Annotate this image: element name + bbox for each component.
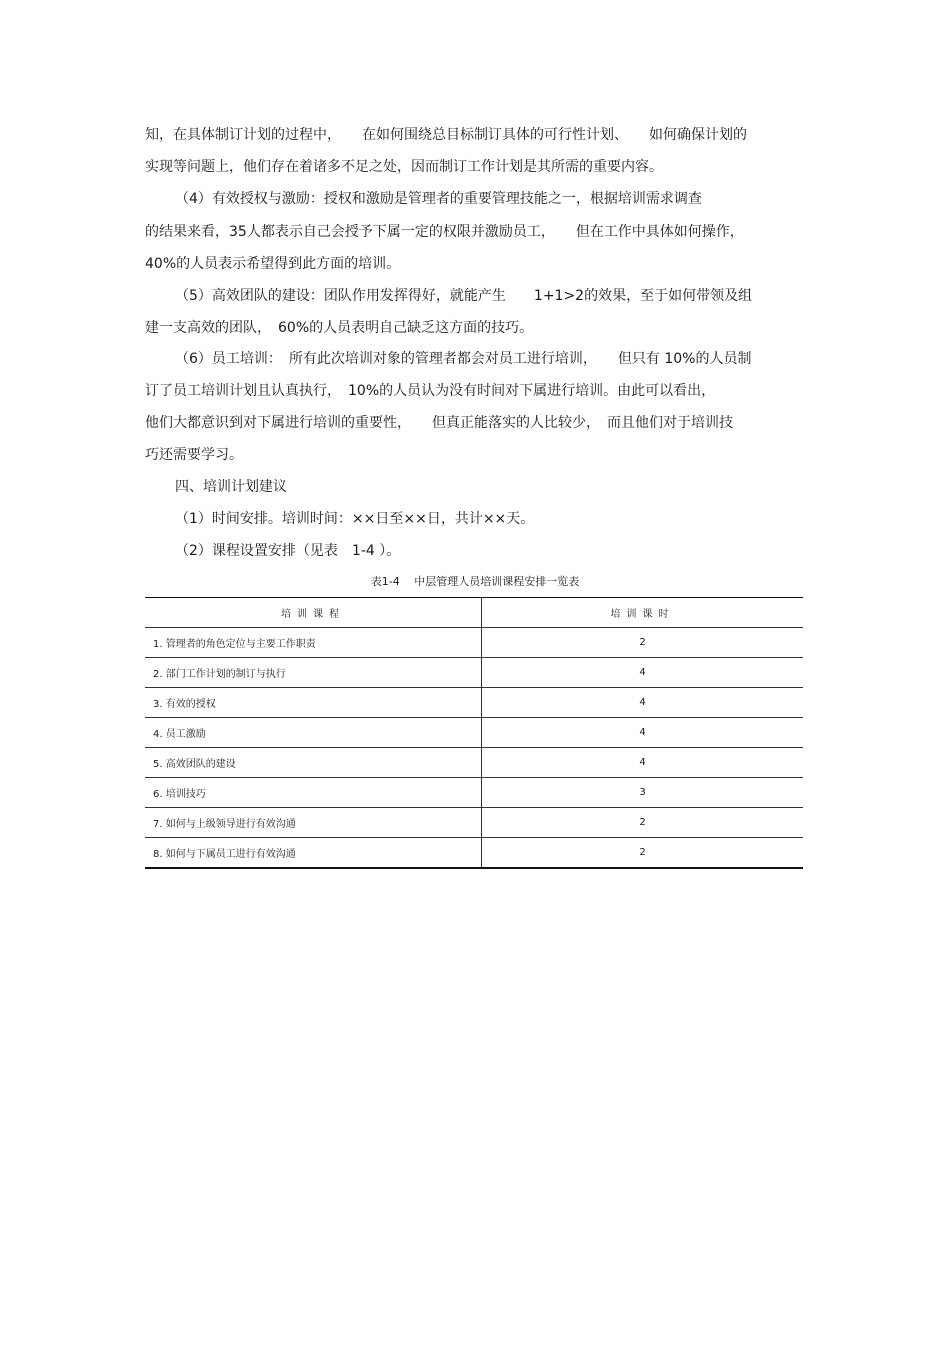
course-name-cell: 5. 高效团队的建设 (145, 748, 482, 778)
course-hours-cell: 2 (482, 628, 804, 658)
paragraph-line: 实现等问题上，他们存在着诸多不足之处，因而制订工作计划是其所需的重要内容。 (145, 159, 663, 175)
course-schedule-table (145, 597, 803, 869)
header-course: 培训课程 (145, 598, 482, 628)
course-name-cell: 8. 如何与下属员工进行有效沟通 (145, 838, 482, 869)
course-name-cell: 7. 如何与上级领导进行有效沟通 (145, 808, 482, 838)
paragraph-line: 他们大都意识到对下属进行培训的重要性， 但真正能落实的人比较少， 而且他们对于培训技 (145, 415, 733, 431)
course-hours-cell: 2 (482, 838, 804, 869)
table-row (145, 778, 803, 808)
paragraph-line: （1）时间安排。培训时间：××日至××日，共计××天。 (175, 511, 535, 527)
table-row (145, 838, 803, 869)
course-name-cell: 1. 管理者的角色定位与主要工作职责 (145, 628, 482, 658)
course-name-cell: 2. 部门工作计划的制订与执行 (145, 658, 482, 688)
course-hours-cell: 4 (482, 688, 804, 718)
course-hours-cell: 4 (482, 658, 804, 688)
table-row (145, 748, 803, 778)
table-row (145, 718, 803, 748)
paragraph-line: 建一支高效的团队， 60%的人员表明自己缺乏这方面的技巧。 (145, 320, 534, 336)
paragraph-line: （4）有效授权与激励：授权和激励是管理者的重要管理技能之一，根据培训需求调查 (175, 191, 702, 207)
course-hours-cell: 4 (482, 748, 804, 778)
course-hours-cell: 3 (482, 778, 804, 808)
table-row (145, 688, 803, 718)
paragraph-line: 的结果来看，35人都表示自己会授予下属一定的权限并激励员工， 但在工作中具体如何操作， (145, 224, 744, 240)
course-name-cell: 4. 员工激励 (145, 718, 482, 748)
paragraph-line: 巧还需要学习。 (145, 447, 243, 463)
table-row (145, 628, 803, 658)
course-name-cell: 6. 培训技巧 (145, 778, 482, 808)
paragraph-line: （2）课程设置安排（见表 1-4 ）。 (175, 543, 401, 559)
course-hours-cell: 2 (482, 808, 804, 838)
paragraph-line: （5）高效团队的建设：团队作用发挥得好，就能产生 1+1>2的效果，至于如何带领及组 (175, 288, 753, 304)
course-hours-cell: 4 (482, 718, 804, 748)
course-name-cell: 3. 有效的授权 (145, 688, 482, 718)
table-row (145, 658, 803, 688)
paragraph-line: （6）员工培训： 所有此次培训对象的管理者都会对员工进行培训， 但只有 10%的人员制 (175, 351, 752, 367)
paragraph-line: 40%的人员表示希望得到此方面的培训。 (145, 256, 401, 272)
section-heading: 四、培训计划建议 (175, 479, 287, 495)
paragraph-line: 知，在具体制订计划的过程中， 在如何围绕总目标制订具体的可行性计划、 如何确保计划的 (145, 127, 747, 143)
table-row (145, 808, 803, 838)
header-hours: 培训课时 (482, 598, 804, 628)
table-header-row (145, 598, 803, 628)
table-caption: 表1-4 中层管理人员培训课程安排一览表 (370, 575, 580, 588)
paragraph-line: 订了员工培训计划且认真执行， 10%的人员认为没有时间对下属进行培训。由此可以看出， (145, 383, 716, 399)
